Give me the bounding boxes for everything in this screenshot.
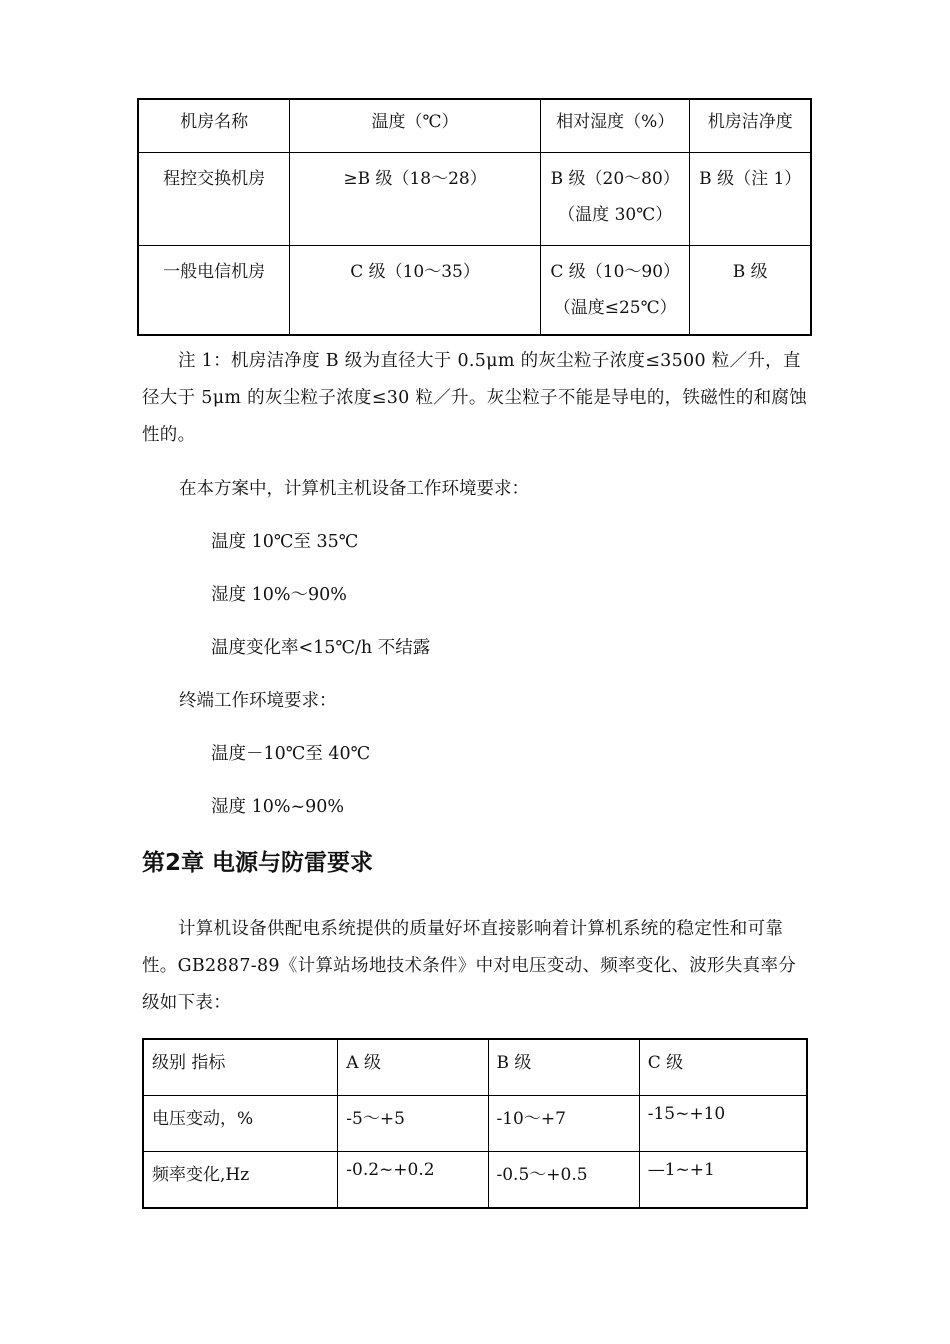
chapter-paragraph: 计算机设备供配电系统提供的质量好坏直接影响着计算机系统的稳定性和可靠性。GB2887-89《计算站场地技术条件》中对电压变动、频率变化、波形失真率分级如下表： xyxy=(142,919,797,1013)
table-row xyxy=(138,246,811,336)
cell-line: B 级（20～80） xyxy=(550,169,680,189)
terminal-temp: 温度－10℃至 40℃ xyxy=(211,744,371,764)
cell-line: （温度 30℃） xyxy=(558,205,673,225)
table-cell: 电压变动，% xyxy=(143,1096,338,1152)
table-cell xyxy=(540,246,690,336)
table-cell: -0.2~+0.2 xyxy=(338,1152,488,1209)
table-row xyxy=(138,153,811,246)
table-row xyxy=(143,1096,807,1152)
table-cell: -15~+10 xyxy=(639,1096,807,1152)
table-cell: B 级 xyxy=(690,246,811,336)
host-humidity: 湿度 10%～90% xyxy=(211,585,347,605)
table-cell: 程控交换机房 xyxy=(138,153,290,246)
table-cell: B 级（注 1） xyxy=(690,153,811,246)
note-paragraph: 注 1：机房洁净度 B 级为直径大于 0.5μm 的灰尘粒子浓度≤3500 粒／升，直径大于 5μm 的灰尘粒子浓度≤30 粒／升。灰尘粒子不能是导电的，铁磁性的和腐蚀性的。 xyxy=(142,351,808,445)
table-cell xyxy=(540,153,690,246)
host-rate: 温度变化率<15℃/h 不结露 xyxy=(211,638,431,658)
table-cell: 一般电信机房 xyxy=(138,246,290,336)
header-cell: C 级 xyxy=(639,1039,807,1096)
table-cell: C 级（10～35） xyxy=(290,246,541,336)
host-intro: 在本方案中，计算机主机设备工作环境要求： xyxy=(179,479,529,499)
table-header-row xyxy=(143,1039,807,1096)
host-temp: 温度 10℃至 35℃ xyxy=(211,532,359,552)
table-header-row xyxy=(138,99,811,153)
header-cell: B 级 xyxy=(488,1039,639,1096)
terminal-humidity: 湿度 10%~90% xyxy=(211,797,345,817)
power-quality-table xyxy=(142,1038,808,1209)
header-cell: A 级 xyxy=(338,1039,488,1096)
header-cell: 机房名称 xyxy=(138,99,290,153)
table-cell: ≥B 级（18～28） xyxy=(290,153,541,246)
cell-line: （温度≤25℃） xyxy=(553,298,677,318)
table-row xyxy=(143,1152,807,1209)
chapter-title: 第2章 电源与防雷要求 xyxy=(142,850,374,876)
table-cell: -0.5～+0.5 xyxy=(488,1152,639,1209)
table-cell: -10～+7 xyxy=(488,1096,639,1152)
table-cell: -5～+5 xyxy=(338,1096,488,1152)
machine-room-table xyxy=(137,98,812,336)
header-cell: 机房洁净度 xyxy=(690,99,811,153)
header-cell: 级别 指标 xyxy=(143,1039,338,1096)
table-cell: 频率变化,Hz xyxy=(143,1152,338,1209)
terminal-intro: 终端工作环境要求： xyxy=(179,691,337,711)
table-cell: —1~+1 xyxy=(639,1152,807,1209)
header-cell: 相对湿度（%） xyxy=(540,99,690,153)
header-cell: 温度（℃） xyxy=(290,99,541,153)
cell-line: C 级（10～90） xyxy=(550,262,681,282)
